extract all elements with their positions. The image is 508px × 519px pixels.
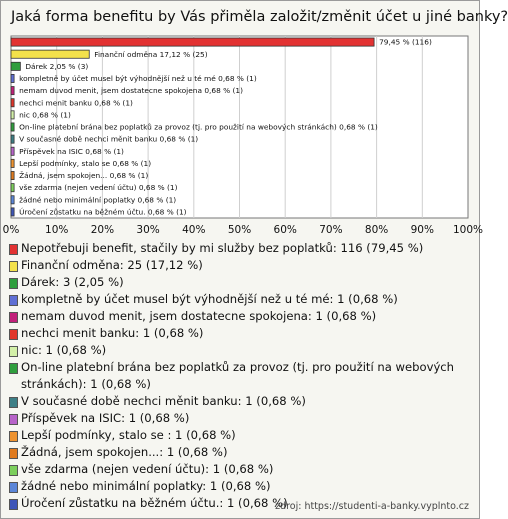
bar [11, 111, 14, 119]
legend-item [9, 393, 475, 410]
bar [11, 123, 14, 131]
bar [11, 171, 14, 179]
bar-label: kompletně by účet musel být výhodnější než u té mé 0,68 % (1) [19, 74, 257, 84]
legend-swatch [9, 431, 18, 442]
bar-label: Dárek 2,05 % (3) [25, 61, 89, 71]
x-tick-label: 0% [2, 224, 20, 236]
legend-swatch [9, 397, 18, 408]
bar-label: vše zdarma (nejen vedení účtu) 0,68 % (1) [19, 183, 178, 193]
legend-swatch [9, 261, 18, 272]
legend-label: Lepší podmínky, stalo se : 1 (0,68 %) [21, 428, 236, 442]
bar-label: nemam duvod menit, jsem dostatecne spokojena 0,68 % (1) [19, 86, 243, 96]
bar [11, 99, 14, 107]
legend-label: nemam duvod menit, jsem dostatecne spokojena: 1 (0,68 %) [21, 309, 377, 323]
legend-item [9, 410, 475, 427]
x-tick-label: 90% [410, 224, 434, 236]
legend-item [9, 478, 475, 495]
legend-label: vše zdarma (nejen vedení účtu): 1 (0,68 %) [21, 462, 274, 476]
legend-swatch [9, 363, 18, 374]
bar [11, 38, 374, 46]
bar [11, 208, 14, 216]
legend-item [9, 308, 475, 325]
legend-item [9, 444, 475, 461]
x-tick-label: 80% [364, 224, 389, 236]
legend-label: Úročení zůstatku na běžném účtu.: 1 (0,68 %) [21, 496, 288, 510]
legend-item [9, 427, 475, 444]
legend-swatch [9, 346, 18, 357]
source-note: zdroj: https://studenti-a-banky.vyplnto.cz [275, 501, 469, 512]
bar-label: Žádná, jsem spokojen... 0,68 % (1) [19, 171, 149, 181]
bar-label: Úročení zůstatku na běžném účtu. 0,68 % (1) [19, 207, 187, 217]
bar [11, 62, 20, 70]
legend-swatch [9, 465, 18, 476]
bar [11, 147, 14, 155]
x-tick-label: 20% [90, 224, 115, 236]
bar-label: žádné nebo minimální poplatky 0,68 % (1) [19, 195, 177, 205]
x-tick-label: 10% [45, 224, 69, 236]
legend-item [9, 342, 475, 359]
bar [11, 196, 14, 204]
legend-swatch [9, 278, 18, 289]
bar-label: nic 0,68 % (1) [19, 110, 71, 120]
legend-swatch [9, 295, 18, 306]
legend-swatch [9, 448, 18, 459]
bar [11, 159, 14, 167]
legend-label: nechci menit banku: 1 (0,68 %) [21, 326, 204, 340]
bar-label: On-line platební brána bez poplatků za provoz (tj. pro použití na webových stránkách) 0,68 % (1) [19, 122, 378, 132]
bar [11, 87, 14, 95]
chart-title: Jaká forma benefitu by Vás přiměla založit/změnit účet u jiné banky? [11, 9, 508, 25]
legend-item [9, 257, 475, 274]
bar [11, 74, 14, 82]
legend-label: Žádná, jsem spokojen...: 1 (0,68 %) [21, 445, 228, 459]
legend-label: Dárek: 3 (2,05 %) [21, 275, 124, 289]
bar-label: nechci menit banku 0,68 % (1) [19, 98, 133, 108]
bar [11, 184, 14, 192]
x-tick-label: 60% [273, 224, 297, 236]
bar-label: Příspěvek na ISIC 0,68 % (1) [19, 146, 124, 156]
x-tick-label: 40% [182, 224, 206, 236]
x-tick-label: 50% [227, 224, 252, 236]
legend-swatch [9, 329, 18, 340]
bar-label: 79,45 % (116) [379, 37, 432, 47]
bar [11, 50, 89, 58]
legend-label: Příspěvek na ISIC: 1 (0,68 %) [21, 411, 190, 425]
legend-item [9, 274, 475, 291]
legend-label: kompletně by účet musel být výhodnější než u té mé: 1 (0,68 %) [21, 292, 398, 306]
legend-label: žádné nebo minimální poplatky: 1 (0,68 %) [21, 479, 271, 493]
legend-item [9, 325, 475, 342]
x-tick-label: 100% [452, 224, 484, 236]
legend-swatch [9, 312, 18, 323]
bar-label: V současné době nechci měnit banku 0,68 % (1) [19, 134, 199, 144]
legend-item [9, 291, 475, 308]
legend-swatch [9, 482, 18, 493]
bar [11, 135, 14, 143]
legend-label: V současné době nechci měnit banku: 1 (0,68 %) [21, 394, 306, 408]
legend-item [9, 461, 475, 478]
bar-label: Lepší podmínky, stalo se 0,68 % (1) [19, 158, 152, 168]
legend-item [9, 240, 475, 257]
bar-label: Finanční odměna 17,12 % (25) [94, 49, 208, 59]
legend-swatch [9, 499, 18, 510]
legend-label: Nepotřebuji benefit, stačily by mi služby bez poplatků: 116 (79,45 %) [21, 241, 424, 255]
legend-label: On-line platební brána bez poplatků za provoz (tj. pro použití na webových stránkách): 1 (0,68 %) [21, 360, 455, 391]
chart-legend [9, 240, 475, 512]
legend-swatch [9, 244, 18, 255]
legend-label: nic: 1 (0,68 %) [21, 343, 107, 357]
x-tick-label: 30% [136, 224, 160, 236]
legend-item [9, 359, 475, 393]
legend-swatch [9, 414, 18, 425]
legend-label: Finanční odměna: 25 (17,12 %) [21, 258, 203, 272]
bar-chart [1, 1, 508, 241]
x-tick-label: 70% [319, 224, 343, 236]
